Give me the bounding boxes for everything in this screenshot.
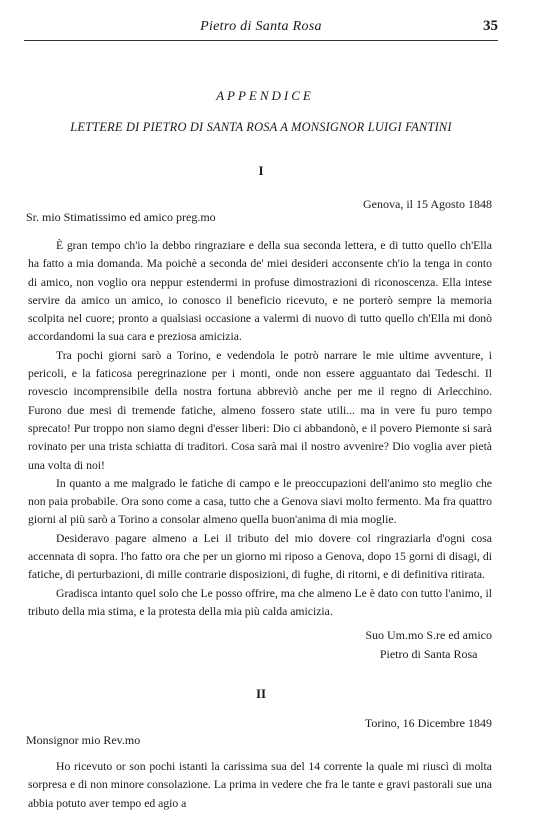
paragraph: Desideravo pagare almeno a Lei il tributo del mio dovere col ringraziarla d'ogni cosa accennata di sopra. l'ho fatto ora che per un giorno mi riposo a Genova, dopo 15 gorni di disagi, di fatiche, di perturbazioni, di mille contrarie disposizioni, di fughe, di ritorni, e di definitiva ritirata.	[28, 531, 492, 582]
paragraph: Gradisca intanto quel solo che Le posso offrire, ma che almeno Le è dato con tutto l'animo, il tributo della mia stima, e la protesta della mia più calda amicizia.	[28, 586, 492, 618]
letter-salutation: Monsignor mio Rev.mo	[26, 733, 141, 747]
letter-dateline: Torino, 16 Dicembre 1849	[364, 716, 492, 730]
letter-signature	[365, 626, 492, 663]
letter-dateline: Genova, il 15 Agosto 1848	[363, 197, 492, 211]
collection-title: LETTERE DI PIETRO DI SANTA ROSA A MONSIGNOR LUIGI FANTINI	[70, 120, 452, 134]
paragraph: È gran tempo ch'io la debbo ringraziare e della sua seconda lettera, e di tutto quello ch'Ella ha fatto a mia domanda. Ma poichè a seconda de' miei desideri acconsente ch'io la tenga in conto di amico, non voglio ora neppur estendermi in profuse dimostrazioni di riconoscenza. Ella intese servire da amico un amico, io conosco il beneficio ricevuto, e ne porterò sempre la memoria scolpita nel cuore; pronto a qualsiasi occasione a valermi di nuovo di tutto quello ch'Ella mi donò accordandomi la sua cara e preziosa amicizia.	[28, 239, 492, 344]
letter-body	[28, 237, 492, 621]
letter-number: I	[258, 163, 264, 178]
section-heading: APPENDICE	[216, 88, 314, 103]
paragraph: Ho ricevuto or son pochi istanti la carissima sua del 14 corrente la quale mi riuscì di molta sorpresa e di non minore consolazione. La prima in vedere che fra le tante e gravi pastorali sue una abbia potuto aver tempo ed agio a	[28, 760, 492, 810]
letter-number: II	[255, 686, 267, 701]
letter-body	[28, 758, 492, 813]
letter-salutation: Sr. mio Stimatissimo ed amico preg.mo	[26, 210, 216, 224]
page-number: 35	[483, 18, 498, 34]
paragraph: Tra pochi giorni sarò a Torino, e vedendola le potrò narrare le mie ultime avventure, i pericoli, e la faticosa peregrinazione per i monti, onde non essere agguantato dai Tedeschi. Il rovescio incomprensibile della nostra fortuna abbreviò anche per me il regno di Arlecchino. Furono due mesi di tremende fatiche, almeno fossero state utili... ma in vere fu puro tempo sprecato! Pur troppo non siamo degni d'esser liberi: Dio ci abbandonò, e il povero Piemonte si sarà rovinato per una trista schiatta di traditori. Cosa sarà mai il nostro avvenire? Dio voglia aver pietà una volta di noi!	[28, 348, 492, 472]
signature-line: Pietro di Santa Rosa	[379, 646, 478, 661]
running-header	[24, 18, 498, 41]
running-title: Pietro di Santa Rosa	[200, 19, 322, 34]
signature-line: Suo Um.mo S.re ed amico	[365, 628, 492, 642]
paragraph: In quanto a me malgrado le fatiche di campo e le preoccupazioni dell'animo sto meglio che non paia probabile. Ora sono come a casa, tutto che a Genova siavi molto fermento. Ma fra quattro giorni al più sarò a Torino a consolar almeno quella buon'anima di mia moglie.	[28, 476, 492, 527]
